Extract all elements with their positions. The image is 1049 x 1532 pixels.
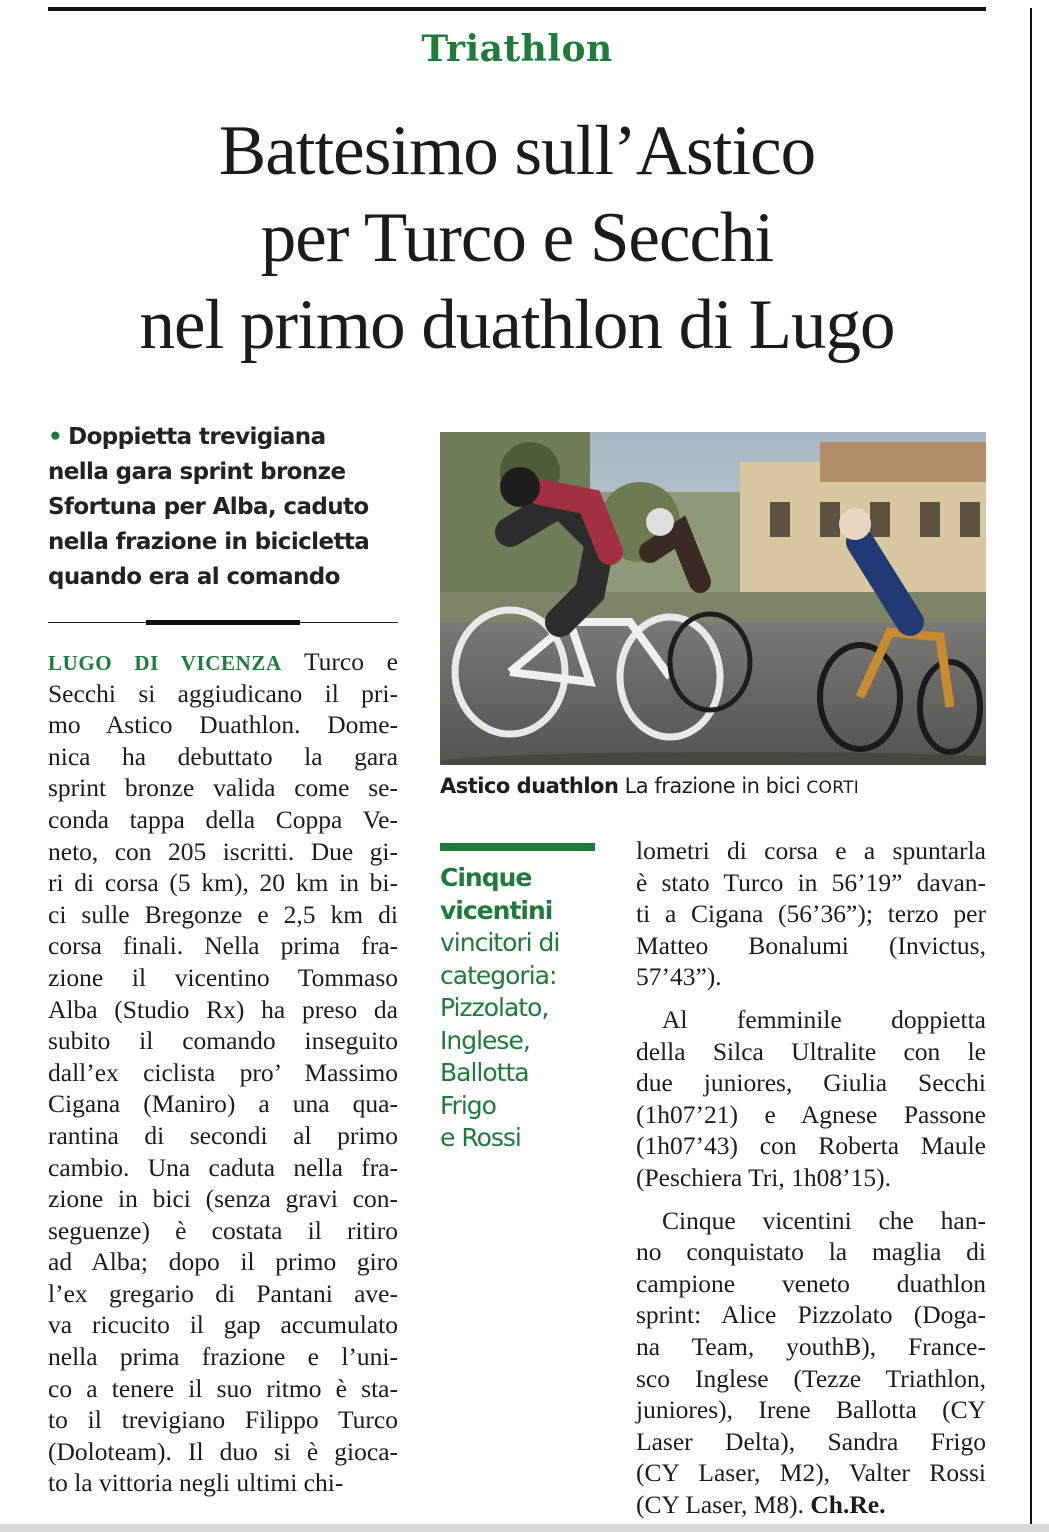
headline — [48, 108, 986, 369]
article-line: mo Astico Duathlon. Dome- — [48, 710, 398, 740]
article-line: na Team, youthB), France- — [636, 1331, 986, 1361]
article-line: (Doloteam). Il duo si è gioca- — [48, 1436, 398, 1466]
section-label: Triathlon — [421, 28, 613, 70]
article-line: nica ha debuttato la gara — [48, 741, 398, 771]
summary-divider-accent — [146, 620, 300, 625]
article-line: zione il vicentino Tommaso — [48, 962, 398, 992]
article-line: cambio. Una caduta nella fra- — [48, 1152, 398, 1182]
top-rule — [48, 7, 986, 11]
article-line: zione in bici (senza gravi con- — [48, 1184, 398, 1214]
article-line: Laser Delta), Sandra Frigo — [636, 1426, 986, 1456]
article-line: (1h07’43) con Roberta Maule — [636, 1131, 986, 1161]
article-line: Al femminile doppietta — [662, 1004, 986, 1034]
caption-title: Astico duathlon — [440, 774, 619, 798]
article-line: Alba (Studio Rx) ha preso da — [48, 994, 398, 1024]
article-line: Cinque vicentini che han- — [662, 1205, 986, 1235]
summary-line: nella gara sprint bronze — [48, 459, 346, 485]
cyclists-photo — [440, 432, 986, 765]
sidebar-box — [440, 862, 600, 1155]
article-text: (CY Laser, M8). — [636, 1489, 811, 1519]
article-line: l’ex gregario di Pantani ave- — [48, 1278, 398, 1308]
photo-caption — [440, 774, 986, 798]
article-photo — [440, 432, 986, 765]
paragraph-gap — [636, 1194, 986, 1205]
article-line: neto, con 205 iscritti. Due gi- — [48, 836, 398, 866]
article-line: Matteo Bonalumi (Invictus, — [636, 930, 986, 960]
dateline: LUGO DI VICENZA — [48, 651, 282, 675]
sidebar-box-rule — [440, 843, 595, 851]
article-line: dall’ex ciclista pro’ Massimo — [48, 1057, 398, 1087]
article-line: no conquistato la maglia di — [636, 1237, 986, 1267]
article-line: co a tenere il suo ritmo è sta- — [48, 1373, 398, 1403]
article-line: (Peschiera Tri, 1h08’15). — [636, 1162, 891, 1192]
article-column-2 — [636, 835, 986, 1520]
bullet-icon: • — [48, 424, 63, 450]
box-text-line: Pizzolato, — [440, 993, 549, 1022]
article-line: (1h07’21) e Agnese Passone — [636, 1099, 986, 1129]
summary-line: nella frazione in bicicletta — [48, 529, 370, 555]
article-line: to il trevigiano Filippo Turco — [48, 1405, 398, 1435]
author-signature: Ch.Re. — [810, 1489, 886, 1519]
article-line: sprint bronze valida come se- — [48, 773, 398, 803]
article-line: due juniores, Giulia Secchi — [636, 1068, 986, 1098]
paragraph-gap — [636, 993, 986, 1004]
article-text: Turco e — [281, 647, 398, 676]
box-text-line: Inglese, — [440, 1025, 530, 1055]
article-line: to la vittoria negli ultimi chi- — [48, 1468, 344, 1498]
box-text-line: Frigo — [440, 1090, 496, 1120]
box-title-line: vicentini — [440, 895, 553, 925]
article-line: subito il comando inseguito — [48, 1026, 398, 1056]
headline-line: Battesimo sull’Astico — [218, 112, 816, 190]
article-line: (CY Laser, M2), Valter Rossi — [636, 1458, 986, 1488]
photo-credit: CORTI — [806, 778, 860, 798]
article-line: 57’43”). — [636, 962, 722, 992]
headline-line: per Turco e Secchi — [260, 199, 774, 277]
summary-line: quando era al comando — [48, 564, 340, 590]
article-line: è stato Turco in 56’19” davan- — [636, 867, 986, 897]
article-line: va ricucito il gap accumulato — [48, 1310, 398, 1340]
article-line: sprint: Alice Pizzolato (Doga- — [636, 1300, 986, 1330]
article-line: nella prima frazione e l’uni- — [48, 1342, 398, 1372]
article-column-1 — [48, 646, 398, 1499]
article-line — [48, 646, 398, 678]
summary-line: • Doppietta trevigiana — [48, 424, 326, 450]
article-line: ci sulle Bregonze e 2,5 km di — [48, 899, 398, 929]
article-line — [636, 1489, 986, 1521]
article-line: della Silca Ultralite con le — [636, 1036, 986, 1066]
article-line: sco Inglese (Tezze Triathlon, — [636, 1363, 986, 1393]
box-title-line: Cinque — [440, 863, 532, 892]
article-line: corsa finali. Nella prima fra- — [48, 931, 398, 961]
box-text-line: e Rossi — [440, 1123, 521, 1152]
summary-line: Sfortuna per Alba, caduto — [48, 494, 369, 520]
article-line: ad Alba; dopo il primo giro — [48, 1247, 398, 1277]
box-text-line: Ballotta — [440, 1058, 529, 1087]
article-line: juniores), Irene Ballotta (CY — [636, 1395, 986, 1425]
article-line: campione veneto duathlon — [636, 1268, 986, 1298]
article-line: ri di corsa (5 km), 20 km in bi- — [48, 868, 398, 898]
summary — [48, 420, 398, 595]
article-line: seguenze) è costata il ritiro — [48, 1215, 398, 1245]
page-bottom-edge — [0, 1524, 1049, 1532]
article-line: rantina di secondi al primo — [48, 1120, 398, 1150]
article-line: Cigana (Maniro) a una qua- — [48, 1089, 398, 1119]
article-line: conda tappa della Coppa Ve- — [48, 804, 398, 834]
box-text-line: vincitori di — [440, 928, 560, 957]
caption-text: La frazione in bici — [618, 774, 807, 798]
headline-line: nel primo duathlon di Lugo — [139, 286, 895, 364]
article-line: ti a Cigana (56’36”); terzo per — [636, 899, 986, 929]
box-text-line: categoria: — [440, 960, 557, 990]
article-line: lometri di corsa e a spuntarla — [636, 836, 986, 865]
column-divider-rule — [1030, 8, 1032, 1528]
article-line: Secchi si aggiudicano il pri- — [48, 678, 398, 708]
